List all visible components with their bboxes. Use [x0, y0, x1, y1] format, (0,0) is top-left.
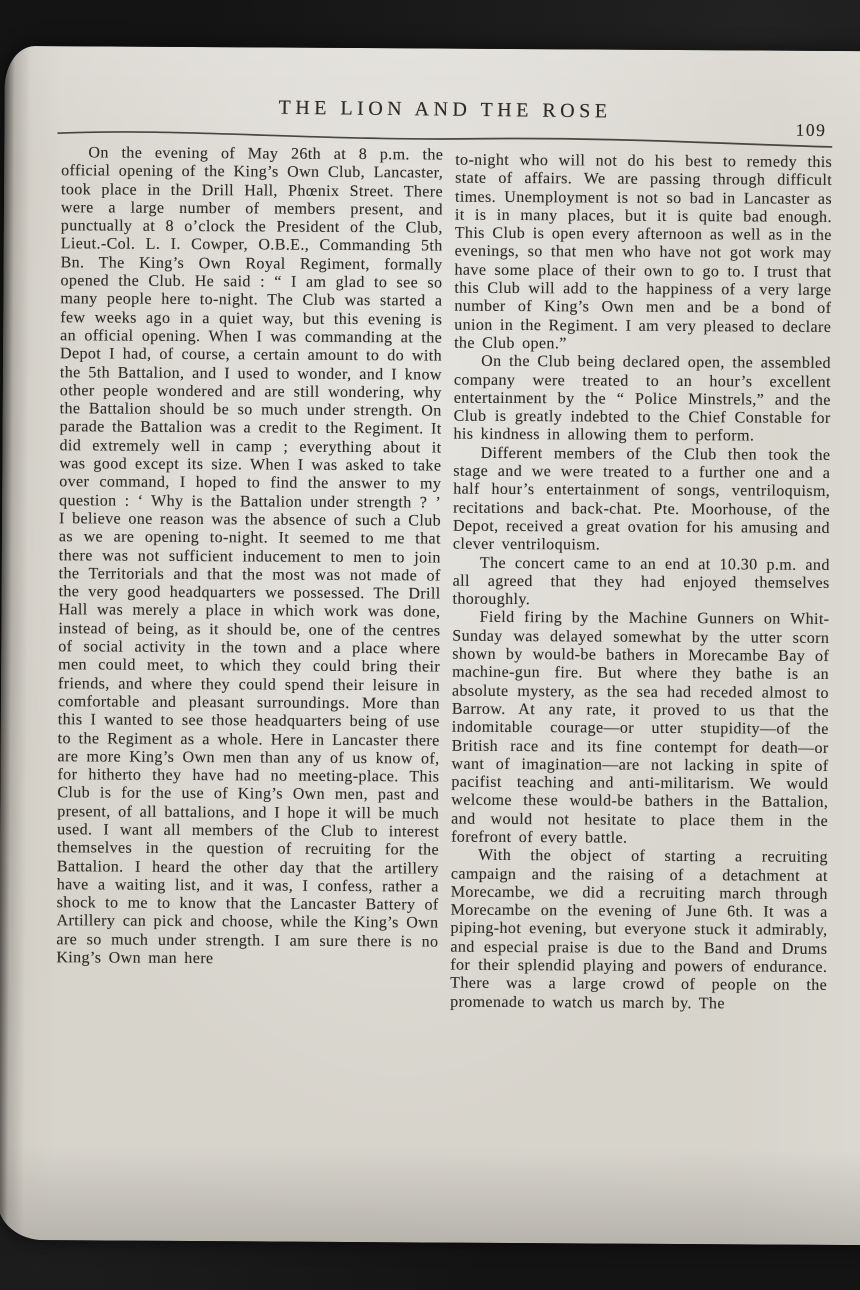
article-paragraph: On the Club being declared open, the assembled company were treated to an hour’s excellent entertainment by the “ Police Minstrels,” and the Club is greatly indebted to the Chief Constable for his kindness in allowing them to perform.: [453, 353, 832, 445]
article-paragraph: With the object of starting a recruiting campaign and the raising of a detachment at Morecambe, we did a recruiting march through Morecambe on the evening of June 6th. It was a piping-hot evening, but everyone stuck it admirably, and especial praise is due to the Band and Drums for their splendid playing and powers of endurance. There was a large crowd of people on the promenade to watch us march by. The: [450, 847, 829, 1012]
article-paragraph: to-night who will not do his best to remedy this state of affairs. We are passing through difficult times. Unemployment is not so bad in Lancaster as it is in many places, but it is quite bad enough. This Club is open every afternoon as well as in the evenings, so that men who have not got work may have some place of their own to go to. I trust that this Club will add to the happiness of a very large number of King’s Own men and be a bond of union in the Regiment. I am very pleased to declare the Club open.”: [454, 151, 833, 353]
article-paragraph: On the evening of May 26th at 8 p.m. the official opening of the King’s Own Club, Lancaster, took place in the Drill Hall, Phœnix Street. There were a large number of members present, and punctually at 8 o’clock the President of the Club, Lieut.-Col. L. I. Cowper, O.B.E., Commanding 5th Bn. The King’s Own Royal Regiment, formally opened the Club. He said : “ I am glad to see so many people here to-night. The Club was started a few weeks ago in a quiet way, but this evening is an official opening. When I was commanding at the Depot I had, of course, a certain amount to do with the 5th Battalion, and I used to wonder, and I know other people wondered and are still wondering, why the Battalion should be so much under strength. On parade the Battalion was a credit to the Regiment. It did extremely well in camp ; everything about it was good except its size. When I was asked to take over command, I hoped to find the answer to my question : ‘ Why is the Battalion under strength ? ’ I believe one reason was the absence of such a Club as we are opening to-night. It seemed to me that there was not sufficient inducement to men to join the Territorials and that the most was not made of the very good headquarters we possessed. The Drill Hall was merely a place in which work was done, instead of being, as it should be, one of the centres of social activity in the town and a place where men could meet, to which they could bring their friends, and where they could spend their leisure in comfortable and pleasant surroundings. More than this I wanted to see those headquarters being of use to the Regiment as a whole. Here in Lancaster there are more King’s Own men than any of us know of, for hitherto they have had no meeting-place. This Club is for the use of King’s Own men, past and present, of all battalions, and I hope it will be much used. I want all members of the Club to interest themselves in the question of recruiting for the Battalion. I heard the other day that the artillery have a waiting list, and it was, I confess, rather a shock to me to know that the Lancaster Battery of Artillery can pick and choose, while the King’s Own are so much under strength. I am sure there is no King’s Own man here: [56, 144, 444, 968]
page-number: 109: [795, 119, 827, 140]
book-page: [0, 46, 860, 1245]
right-column: [449, 147, 832, 1205]
left-column: [55, 144, 443, 1202]
article-paragraph: Different members of the Club then took the stage and we were treated to a further one and a half hour’s entertainment of songs, ventriloquism, recitations and back-chat. Pte. Moorhouse, of the Depot, received a great ovation for his amusing and clever ventriloquism.: [452, 444, 831, 554]
page-header: [61, 46, 829, 151]
article-paragraph: The concert came to an end at 10.30 p.m. and all agreed that they had enjoyed themselves thoroughly.: [452, 554, 830, 609]
article-paragraph: Field firing by the Machine Gunners on Whit-Sunday was delayed somewhat by the utter scorn shown by would-be bathers in Morecambe Bay of machine-gun fire. But where they bathe is an absolute mystery, as the sea had receded almost to Barrow. At any rate, it proved to us that the indomitable courage—or utter stupidity—of the British race and its fine contempt for death—or want of imagination—are not lacking in spite of pacifist teaching and anti-militarism. We would welcome these would-be bathers in the Battalion, and would not hesitate to place them in the forefront of every battle.: [451, 609, 830, 847]
running-title: THE LION AND THE ROSE: [278, 96, 612, 123]
article-body: [55, 144, 832, 1205]
